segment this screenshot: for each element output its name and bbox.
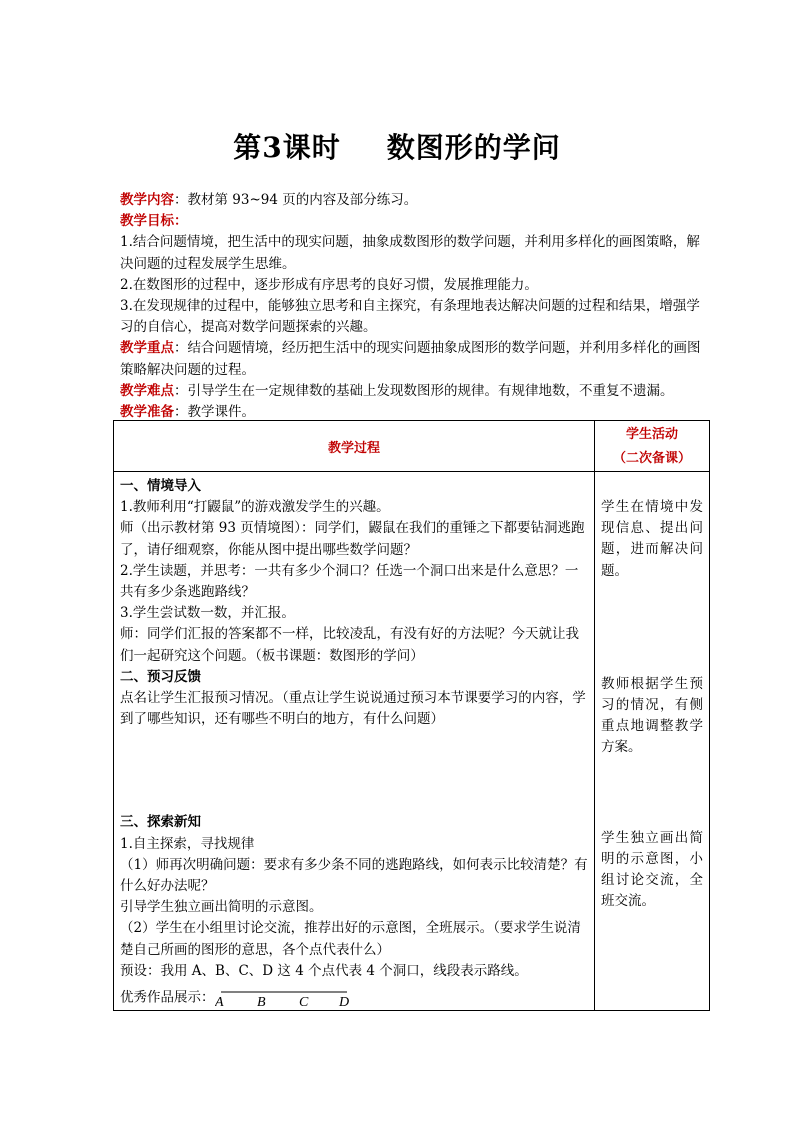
paragraph: 预设：我用 A、B、C、D 这 4 个点代表 4 个洞口，线段表示路线。 — [120, 962, 528, 979]
student-activity-cell — [595, 472, 710, 1011]
paragraph: 1.自主探索，寻找规律 — [120, 835, 255, 852]
teaching-process-table — [113, 420, 710, 1011]
paragraph: 2.学生读题，并思考：一共有多少个洞口？任选一个洞口出来是什么意思？一共有多少条逃跑路线？ — [120, 562, 579, 601]
header-teaching-process: 教学过程 — [114, 421, 595, 472]
teaching-key-points: 教学重点：结合问题情境，经历把生活中的现实问题抽象成图形的数学问题，并利用多样化的画图策略解决问题的过程。 — [120, 340, 701, 378]
objective-item: 1.结合问题情境，把生活中的现实问题，抽象成数图形的数学问题，并利用多样化的画图策略，解决问题的过程发展学生思维。 — [120, 234, 700, 272]
title-topic: 数图形的学问 — [386, 131, 561, 164]
lesson-intro — [120, 190, 710, 423]
paragraph: 点名让学生汇报预习情况。（重点让学生说说通过预习本节课要学习的内容，学到了哪些知识，还有哪些不明白的地方，有什么问题） — [120, 690, 586, 728]
page-title — [0, 126, 794, 166]
teaching-preparation-label: 教学准备 — [120, 404, 174, 421]
activity-note: 学生在情境中发现信息、提出问题，进而解决问题。 — [601, 499, 703, 579]
paragraph: 1.教师利用“打鼹鼠”的游戏激发学生的兴趣。 — [120, 499, 390, 516]
segment-diagram — [215, 986, 355, 1010]
teaching-process-cell — [114, 472, 595, 1011]
activity-note: 学生独立画出简明的示意图，小组讨论交流，全班交流。 — [601, 829, 703, 910]
title-lesson-number: 第3课时 — [233, 131, 341, 164]
paragraph: 引导学生独立画出简明的示意图。 — [120, 899, 323, 916]
teaching-key-points-label: 教学重点 — [120, 340, 174, 357]
table-header-row — [114, 421, 710, 472]
section-heading: 一、情境导入 — [120, 478, 201, 494]
paragraph: 师：同学们汇报的答案都不一样，比较凌乱，有没有好的方法呢？今天就让我们一起研究这个问题。（板书课题：数图形的学问） — [120, 626, 579, 664]
teaching-content: 教学内容：教材第 93~94 页的内容及部分练习。 — [120, 192, 418, 208]
header-student-activity: 学生活动 （二次备课） — [595, 421, 710, 472]
objective-item: 3.在发现规律的过程中，能够独立思考和自主探究，有条理地表达解决问题的过程和结果，增强学习的自信心，提高对数学问题探索的兴趣。 — [120, 298, 700, 336]
section-heading: 三、探索新知 — [120, 814, 201, 831]
paragraph: 师（出示教材第 93 页情境图）：同学们，鼹鼠在我们的重锤之下都要钻洞逃跑了，请仔细观察，你能从图中提出哪些数学问题？ — [120, 520, 585, 558]
paragraph: （1）师再次明确问题：要求有多少条不同的逃跑路线，如何表示比较清楚？有什么好办法呢？ — [120, 856, 588, 895]
paragraph: 3.学生尝试数一数，并汇报。 — [120, 605, 295, 622]
teaching-preparation: 教学准备：教学课件。 — [120, 404, 255, 421]
point-label: B — [256, 995, 266, 1011]
teaching-difficulties: 教学难点：引导学生在一定规律数的基础上发现数图形的规律。有规律地数，不重复不遗漏。 — [120, 382, 674, 399]
point-label: C — [298, 995, 308, 1011]
point-label: A — [214, 995, 224, 1011]
section-heading: 二、预习反馈 — [120, 668, 201, 685]
objective-item: 2.在数图形的过程中，逐步形成有序思考的良好习惯，发展推理能力。 — [120, 276, 538, 293]
paragraph: （2）学生在小组里讨论交流，推荐出好的示意图，全班展示。（要求学生说清楚自己所画的图形的意思，各个点代表什么） — [120, 920, 581, 958]
showcase-label: 优秀作品展示： — [120, 989, 215, 1006]
activity-note: 教师根据学生预习的情况，有侧重点地调整教学方案。 — [601, 675, 703, 756]
teaching-objectives-label: 教学目标 — [120, 213, 174, 230]
point-label: D — [338, 995, 349, 1011]
table-body-row — [114, 472, 710, 1011]
teaching-content-label: 教学内容 — [120, 192, 174, 208]
showcase-line — [120, 986, 588, 1010]
teaching-difficulties-label: 教学难点 — [120, 382, 174, 399]
teaching-objectives-heading: 教学目标： — [120, 213, 188, 230]
